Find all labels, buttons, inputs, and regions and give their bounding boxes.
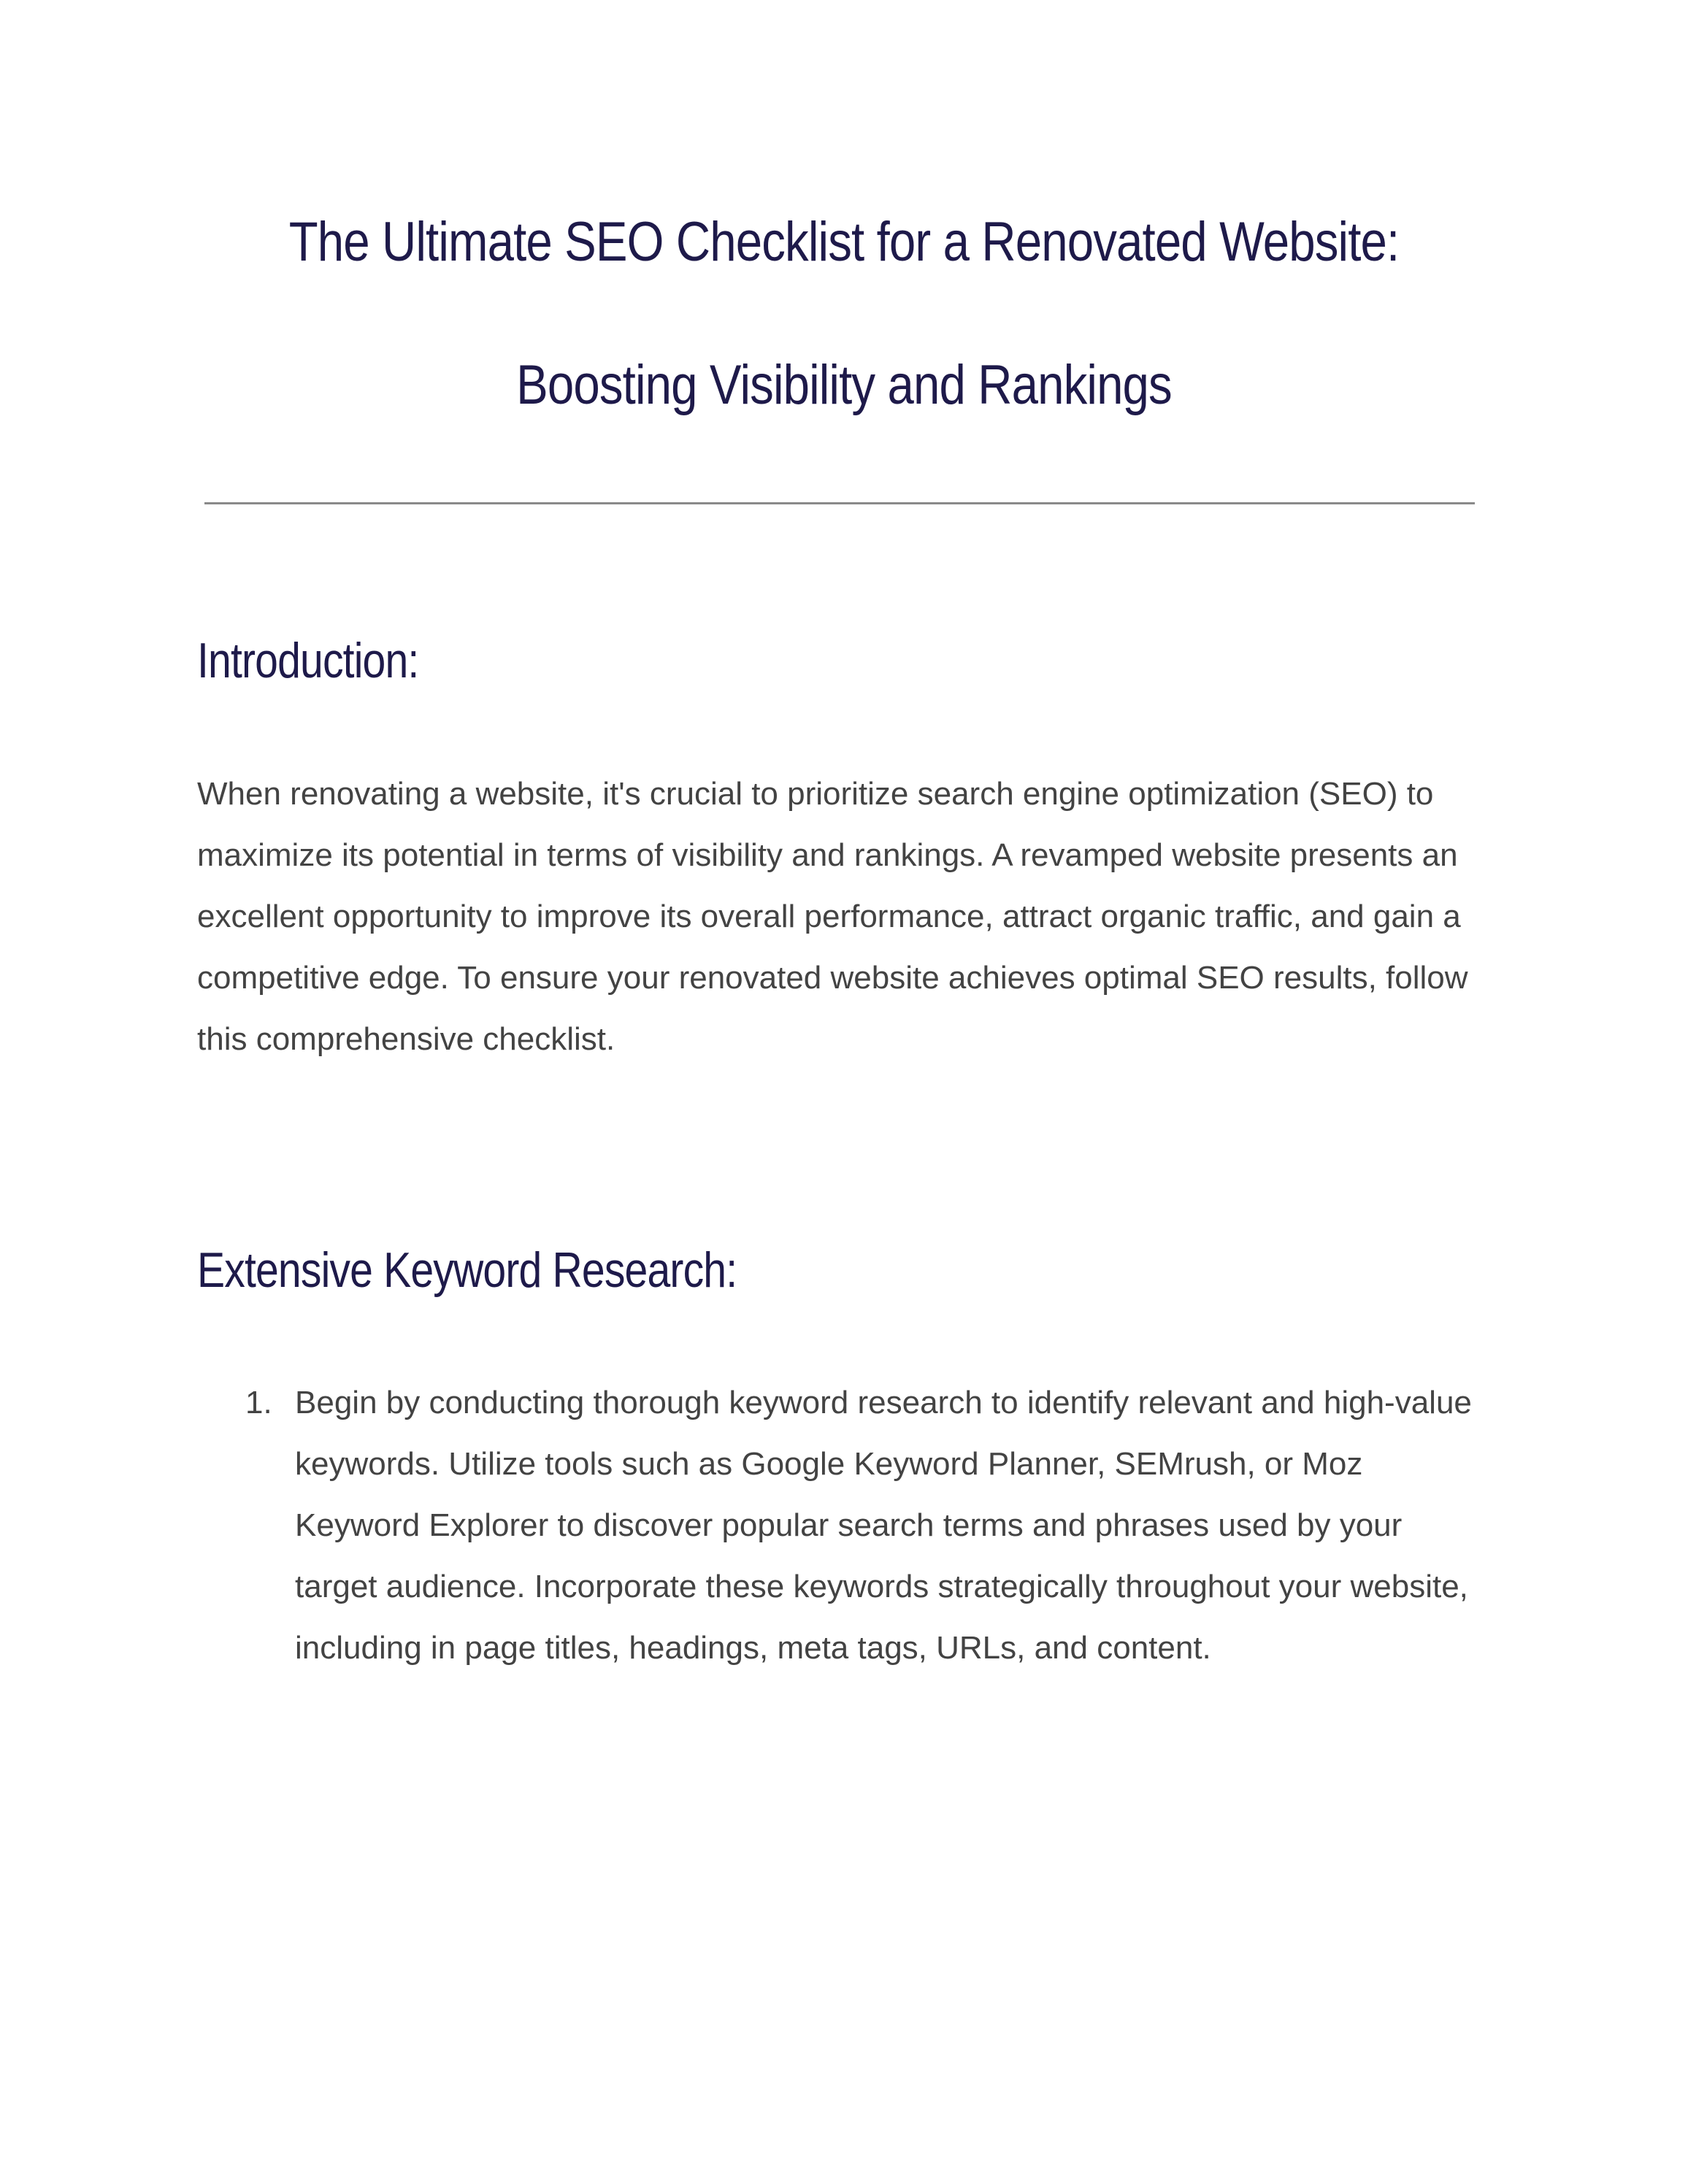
section-heading-introduction: Introduction:	[197, 633, 419, 688]
list-item-number: 1.	[245, 1385, 272, 1420]
keyword-research-list	[0, 1372, 1688, 1679]
page-title: The Ultimate SEO Checklist for a Renovated Website: Boosting Visibility and Rankings	[288, 211, 1400, 416]
section-heading-keyword-research: Extensive Keyword Research:	[197, 1242, 737, 1298]
list-item	[0, 1372, 1688, 1679]
list-item-text: Begin by conducting thorough keyword research to identify relevant and high-value keywords. Utilize tools such as Google Keyword Planner, SEMrush, or Moz Keyword Explorer to discover popular search terms and phrases used by your target audience. Incorporate these keywords strategically throughout your website, including in page titles, headings, meta tags, URLs, and content.	[295, 1385, 1472, 1666]
introduction-paragraph: When renovating a website, it's crucial to prioritize search engine optimization (SEO) to maximize its potential in terms of visibility and rankings. A revamped website presents an excellent opportunity to improve its overall performance, attract organic traffic, and gain a competitive edge. To ensure your renovated website achieves optimal SEO results, follow this comprehensive checklist.	[197, 776, 1468, 1057]
title-divider	[204, 502, 1475, 504]
